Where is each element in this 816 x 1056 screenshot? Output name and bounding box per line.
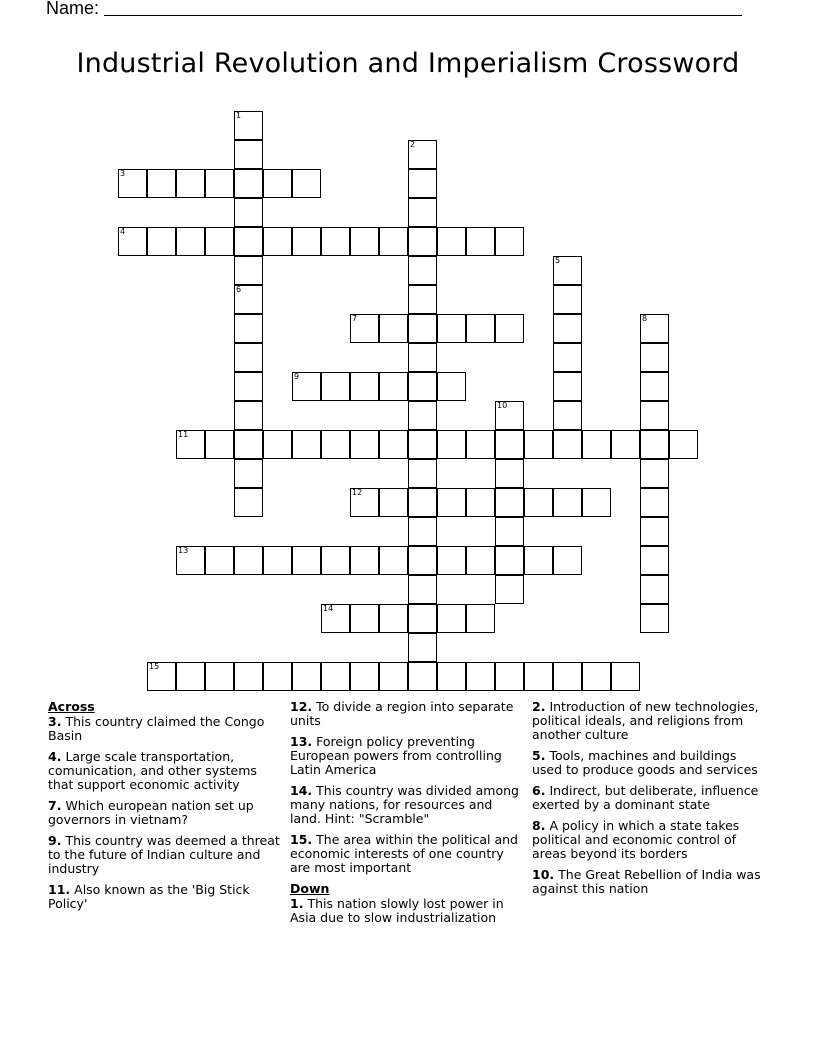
- grid-cell[interactable]: [495, 227, 524, 256]
- grid-cell[interactable]: [437, 488, 466, 517]
- grid-cell[interactable]: [234, 256, 263, 285]
- grid-cell[interactable]: [263, 169, 292, 198]
- grid-cell[interactable]: [234, 169, 263, 198]
- clue-number: 15: [149, 662, 160, 671]
- grid-cell[interactable]: [118, 227, 147, 256]
- grid-cell[interactable]: [205, 227, 234, 256]
- grid-cell[interactable]: [379, 662, 408, 691]
- grid-cell[interactable]: [234, 372, 263, 401]
- grid-cell[interactable]: [408, 401, 437, 430]
- grid-cell[interactable]: [437, 604, 466, 633]
- grid-cell[interactable]: [118, 169, 147, 198]
- grid-cell[interactable]: [553, 314, 582, 343]
- clue-number: 7: [352, 314, 358, 323]
- grid-cell[interactable]: [234, 111, 263, 140]
- grid-cell[interactable]: [292, 372, 321, 401]
- grid-cell[interactable]: [466, 430, 495, 459]
- grid-cell[interactable]: [582, 430, 611, 459]
- grid-cell[interactable]: [408, 430, 437, 459]
- grid-cell[interactable]: [466, 227, 495, 256]
- grid-cell[interactable]: [524, 546, 553, 575]
- grid-cell[interactable]: [495, 459, 524, 488]
- grid-cell[interactable]: [408, 604, 437, 633]
- grid-cell[interactable]: [205, 662, 234, 691]
- grid-cell[interactable]: [408, 517, 437, 546]
- clue-number: 13: [178, 546, 189, 555]
- grid-cell[interactable]: [640, 430, 669, 459]
- grid-cell[interactable]: [263, 662, 292, 691]
- clue-number: 10: [497, 401, 508, 410]
- grid-cell[interactable]: [408, 285, 437, 314]
- clue-column-2: [290, 700, 522, 932]
- clue-down-6: 6. Indirect, but deliberate, influence exerted by a dominant state: [532, 783, 759, 812]
- grid-cell[interactable]: [495, 546, 524, 575]
- clue-column-1: [48, 700, 280, 918]
- clue-across-4: 4. Large scale transportation, comunication, and other systems that support economic activity: [48, 749, 257, 792]
- grid-cell[interactable]: [321, 227, 350, 256]
- grid-cell[interactable]: [350, 546, 379, 575]
- grid-cell[interactable]: [669, 430, 698, 459]
- grid-cell[interactable]: [292, 430, 321, 459]
- grid-cell[interactable]: [524, 488, 553, 517]
- grid-cell[interactable]: [263, 430, 292, 459]
- grid-cell[interactable]: [640, 372, 669, 401]
- grid-cell[interactable]: [350, 430, 379, 459]
- grid-cell[interactable]: [437, 546, 466, 575]
- clue-number: 12: [352, 488, 363, 497]
- grid-cell[interactable]: [640, 488, 669, 517]
- clue-down-2: 2. Introduction of new technologies, political ideals, and religions from another culture: [532, 699, 759, 742]
- grid-cell[interactable]: [437, 227, 466, 256]
- grid-cell[interactable]: [176, 546, 205, 575]
- grid-cell[interactable]: [234, 401, 263, 430]
- grid-cell[interactable]: [292, 227, 321, 256]
- clue-down-10: 10. The Great Rebellion of India was against this nation: [532, 867, 761, 896]
- grid-cell[interactable]: [234, 546, 263, 575]
- clue-across-13: 13. Foreign policy preventing European powers from controlling Latin America: [290, 734, 502, 777]
- clue-number: 4: [120, 227, 126, 236]
- grid-cell[interactable]: [495, 488, 524, 517]
- grid-cell[interactable]: [234, 343, 263, 372]
- grid-cell[interactable]: [640, 575, 669, 604]
- clue-column-3: [532, 700, 768, 903]
- grid-cell[interactable]: [205, 546, 234, 575]
- clue-across-15: 15. The area within the political and economic interests of one country are most important: [290, 832, 518, 875]
- grid-cell[interactable]: [147, 169, 176, 198]
- grid-cell[interactable]: [321, 546, 350, 575]
- grid-cell[interactable]: [408, 256, 437, 285]
- grid-cell[interactable]: [553, 430, 582, 459]
- clue-across-7: 7. Which european nation set up governors in vietnam?: [48, 798, 254, 827]
- grid-cell[interactable]: [466, 488, 495, 517]
- grid-cell[interactable]: [379, 227, 408, 256]
- grid-cell[interactable]: [379, 488, 408, 517]
- grid-cell[interactable]: [553, 343, 582, 372]
- grid-cell[interactable]: [553, 256, 582, 285]
- grid-cell[interactable]: [234, 198, 263, 227]
- grid-cell[interactable]: [234, 488, 263, 517]
- clue-down-5: 5. Tools, machines and buildings used to produce goods and services: [532, 748, 758, 777]
- grid-cell[interactable]: [408, 227, 437, 256]
- grid-cell[interactable]: [205, 430, 234, 459]
- grid-cell[interactable]: [640, 459, 669, 488]
- grid-cell[interactable]: [553, 488, 582, 517]
- grid-cell[interactable]: [495, 662, 524, 691]
- grid-cell[interactable]: [263, 546, 292, 575]
- grid-cell[interactable]: [524, 430, 553, 459]
- grid-cell[interactable]: [640, 314, 669, 343]
- clue-number: 9: [294, 372, 300, 381]
- grid-cell[interactable]: [234, 430, 263, 459]
- grid-cell[interactable]: [611, 662, 640, 691]
- clue-number: 5: [555, 256, 561, 265]
- clue-number: 14: [323, 604, 334, 613]
- grid-cell[interactable]: [524, 662, 553, 691]
- grid-cell[interactable]: [466, 604, 495, 633]
- grid-cell[interactable]: [408, 633, 437, 662]
- grid-cell[interactable]: [234, 227, 263, 256]
- grid-cell[interactable]: [408, 575, 437, 604]
- grid-cell[interactable]: [582, 488, 611, 517]
- grid-cell[interactable]: [466, 546, 495, 575]
- grid-cell[interactable]: [350, 314, 379, 343]
- grid-cell[interactable]: [379, 372, 408, 401]
- grid-cell[interactable]: [408, 140, 437, 169]
- page-title: Industrial Revolution and Imperialism Crossword: [76, 48, 740, 79]
- grid-cell[interactable]: [408, 546, 437, 575]
- grid-cell[interactable]: [350, 227, 379, 256]
- grid-cell[interactable]: [437, 430, 466, 459]
- grid-cell[interactable]: [321, 430, 350, 459]
- grid-cell[interactable]: [321, 662, 350, 691]
- grid-cell[interactable]: [379, 604, 408, 633]
- grid-cell[interactable]: [495, 314, 524, 343]
- grid-cell[interactable]: [379, 430, 408, 459]
- grid-cell[interactable]: [321, 604, 350, 633]
- across-heading: Across: [48, 699, 95, 714]
- grid-cell[interactable]: [495, 401, 524, 430]
- grid-cell[interactable]: [292, 546, 321, 575]
- grid-cell[interactable]: [640, 604, 669, 633]
- grid-cell[interactable]: [408, 488, 437, 517]
- grid-cell[interactable]: [640, 546, 669, 575]
- clue-number: 1: [236, 111, 242, 120]
- grid-cell[interactable]: [553, 285, 582, 314]
- grid-cell[interactable]: [292, 169, 321, 198]
- grid-cell[interactable]: [640, 517, 669, 546]
- name-label: Name:: [46, 0, 100, 18]
- grid-cell[interactable]: [176, 430, 205, 459]
- clue-down-8: 8. A policy in which a state takes political and economic control of areas beyond its borders: [532, 818, 740, 861]
- grid-cell[interactable]: [176, 169, 205, 198]
- grid-cell[interactable]: [350, 604, 379, 633]
- grid-cell[interactable]: [553, 401, 582, 430]
- grid-cell[interactable]: [176, 227, 205, 256]
- clue-number: 8: [642, 314, 648, 323]
- grid-cell[interactable]: [466, 314, 495, 343]
- grid-cell[interactable]: [147, 662, 176, 691]
- grid-cell[interactable]: [495, 430, 524, 459]
- grid-cell[interactable]: [437, 314, 466, 343]
- grid-cell[interactable]: [553, 546, 582, 575]
- grid-cell[interactable]: [234, 662, 263, 691]
- grid-cell[interactable]: [292, 662, 321, 691]
- grid-cell[interactable]: [408, 459, 437, 488]
- grid-cell[interactable]: [379, 314, 408, 343]
- grid-cell[interactable]: [234, 285, 263, 314]
- grid-cell[interactable]: [408, 372, 437, 401]
- grid-cell[interactable]: [408, 198, 437, 227]
- grid-cell[interactable]: [437, 662, 466, 691]
- grid-cell[interactable]: [234, 459, 263, 488]
- grid-cell[interactable]: [495, 575, 524, 604]
- grid-cell[interactable]: [437, 372, 466, 401]
- clue-across-12: 12. To divide a region into separate units: [290, 699, 514, 728]
- grid-cell[interactable]: [234, 140, 263, 169]
- grid-cell[interactable]: [321, 372, 350, 401]
- grid-cell[interactable]: [176, 662, 205, 691]
- clue-across-14: 14. This country was divided among many nations, for resources and land. Hint: "Scramble": [290, 783, 519, 826]
- grid-cell[interactable]: [582, 662, 611, 691]
- clue-number: 2: [410, 140, 416, 149]
- clue-number: 11: [178, 430, 189, 439]
- grid-cell[interactable]: [234, 314, 263, 343]
- grid-cell[interactable]: [408, 343, 437, 372]
- clue-down-1: 1. This nation slowly lost power in Asia due to slow industrialization: [290, 896, 504, 925]
- clue-number: 6: [236, 285, 242, 294]
- grid-cell[interactable]: [205, 169, 234, 198]
- grid-cell[interactable]: [611, 430, 640, 459]
- grid-cell[interactable]: [350, 488, 379, 517]
- grid-cell[interactable]: [408, 314, 437, 343]
- clue-across-9: 9. This country was deemed a threat to the future of Indian culture and industry: [48, 833, 280, 876]
- grid-cell[interactable]: [263, 227, 292, 256]
- grid-cell[interactable]: [640, 343, 669, 372]
- down-heading: Down: [290, 881, 330, 896]
- grid-cell[interactable]: [408, 169, 437, 198]
- grid-cell[interactable]: [350, 372, 379, 401]
- grid-cell[interactable]: [408, 662, 437, 691]
- grid-cell[interactable]: [495, 517, 524, 546]
- clue-across-3: 3. This country claimed the Congo Basin: [48, 714, 265, 743]
- clue-number: 3: [120, 169, 126, 178]
- grid-cell[interactable]: [553, 662, 582, 691]
- grid-cell[interactable]: [147, 227, 176, 256]
- clue-across-11: 11. Also known as the 'Big Stick Policy': [48, 882, 250, 911]
- grid-cell[interactable]: [466, 662, 495, 691]
- grid-cell[interactable]: [350, 662, 379, 691]
- grid-cell[interactable]: [640, 401, 669, 430]
- grid-cell[interactable]: [379, 546, 408, 575]
- grid-cell[interactable]: [553, 372, 582, 401]
